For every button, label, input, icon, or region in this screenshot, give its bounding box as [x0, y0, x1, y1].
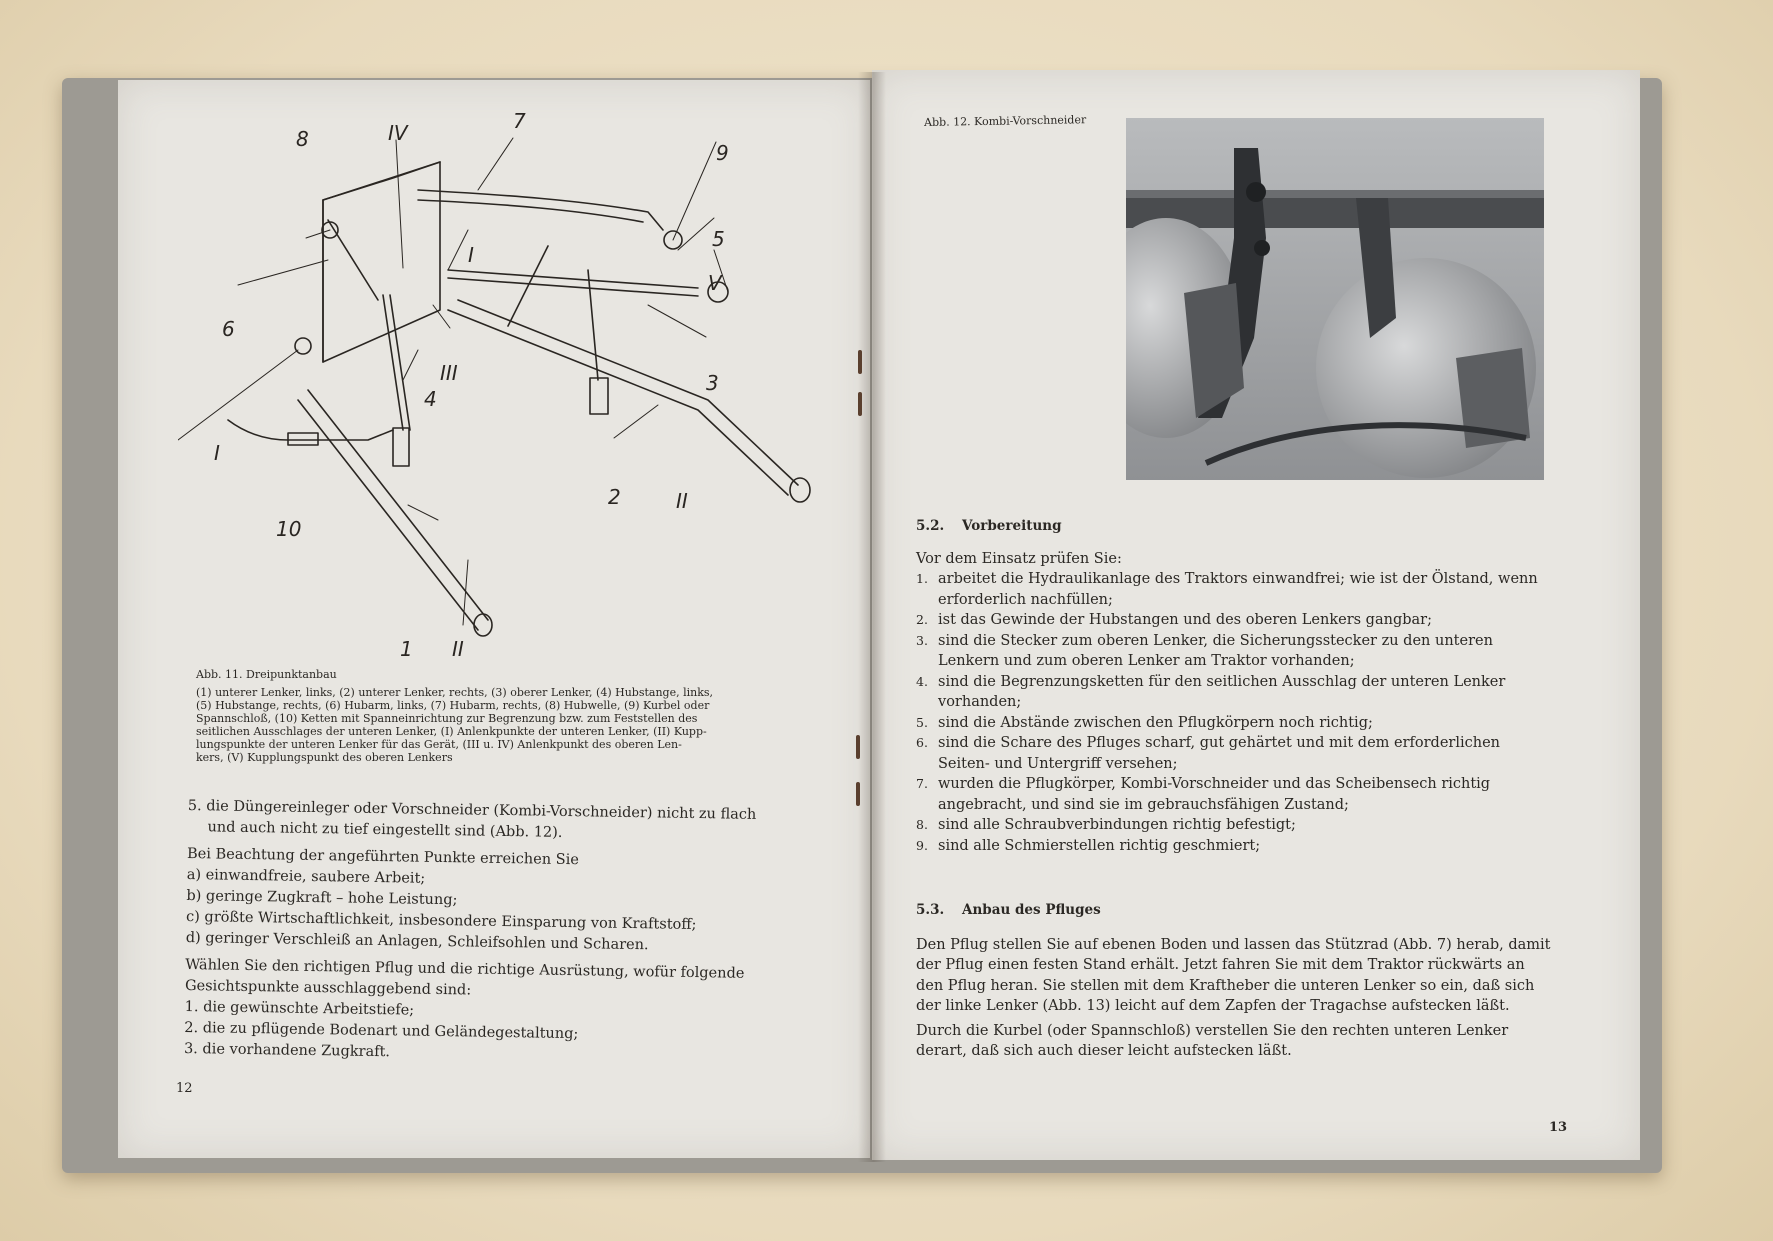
fig-label-IV: IV	[388, 121, 408, 145]
check-number: 9.	[916, 837, 928, 853]
results-intro: Bei Beachtung der angeführten Punkte erreichen Sie	[186, 845, 580, 869]
fig-label-3: 3	[706, 371, 719, 395]
check-item	[916, 815, 1556, 836]
legend-line: (5) Hubstange, rechts, (6) Hubarm, links, (7) Hubarm, rechts, (8) Hubwelle, (9) Kurbel oder	[196, 699, 710, 712]
result-item: d) geringer Verschleiß an Anlagen, Schleifsohlen und Scharen.	[185, 929, 649, 954]
criteria-item: 1. die gewünschte Arbeitstiefe;	[184, 998, 415, 1019]
check-item	[916, 733, 1556, 774]
check-item	[916, 836, 1556, 857]
check-text: ist das Gewinde der Hubstangen und des oberen Lenkers gangbar;	[938, 612, 1432, 628]
fig-label-6: 6	[222, 317, 235, 341]
section-title: Vorbereitung	[962, 518, 1062, 534]
lower-link-left	[308, 390, 488, 620]
check-number: 6.	[916, 735, 928, 750]
fig-label-5: 5	[712, 227, 725, 251]
check-number: 1.	[916, 571, 928, 586]
mounting-paragraph-2: Durch die Kurbel (oder Spannschloß) verstellen Sie den rechten unteren Lenker derart, daß sich auch dieser leicht aufstecken läßt.	[916, 1022, 1509, 1059]
fig-label-2: 2	[608, 485, 621, 509]
mounting-paragraph-1: Den Pflug stellen Sie auf ebenen Boden und lassen das Stützrad (Abb. 7) herab, damit der Pflug einen festen Stand erhält. Jetzt fahren Sie mit dem Traktor rückwärts an den Pflug heran. Sie stellen mit dem Kraftheber die unteren Lenker so ein, daß sich der linke Lenker (Abb. 13) leicht auf dem Zapfen der Tragachse aufstecken läßt.	[916, 936, 1551, 1014]
check-text: sind alle Schraubverbindungen richtig befestigt;	[938, 817, 1296, 833]
result-item: b) geringe Zugkraft – hohe Leistung;	[186, 887, 458, 909]
tractor-block-front	[323, 162, 440, 362]
fig-label-1: 1	[400, 637, 413, 661]
check-text: sind die Begrenzungsketten für den seitlichen Ausschlag der unteren Lenker vorhanden;	[938, 673, 1506, 710]
fig-label-I-left: I	[214, 441, 220, 465]
check-number: 7.	[916, 776, 928, 791]
choose-paragraph: Gesichtspunkte ausschlaggebend sind:	[184, 977, 472, 999]
fig-label-I-mid: I	[468, 243, 474, 267]
section-number: 5.3.	[916, 902, 945, 918]
binding-staple	[858, 392, 862, 416]
check-text: sind die Schare des Pfluges scharf, gut gehärtet und mit dem erforderlichen Seiten- und Untergriff versehen;	[938, 735, 1500, 772]
page-number-left: 12	[176, 1081, 193, 1096]
criteria-item: 2. die zu pflügende Bodenart und Geländegestaltung;	[184, 1019, 579, 1043]
fig-label-9: 9	[716, 141, 729, 165]
fig-label-10: 10	[276, 517, 302, 541]
section-5-2-heading	[916, 516, 1556, 537]
top-link	[448, 270, 698, 288]
fig-label-4: 4	[424, 387, 437, 411]
result-item: a) einwandfreie, saubere Arbeit;	[186, 866, 426, 887]
check-item	[916, 569, 1556, 610]
binding-staple	[856, 782, 860, 806]
binding-staple	[856, 735, 860, 759]
section-number: 5.2.	[916, 518, 945, 534]
check-text: sind die Stecker zum oberen Lenker, die Sicherungsstecker zu den unteren Lenkern und zum oberen Lenker am Traktor vorhanden;	[938, 632, 1493, 669]
binding-staple	[858, 350, 862, 374]
check-item	[916, 610, 1556, 631]
check-number: 3.	[916, 632, 928, 648]
right-page-body	[916, 516, 1556, 1062]
limit-chain	[228, 420, 393, 440]
check-number: 4.	[916, 673, 928, 689]
result-item: c) größte Wirtschaftlichkeit, insbesondere Einsparung von Kraftstoff;	[185, 908, 697, 934]
legend-line: Spannschloß, (10) Ketten mit Spanneinrichtung zur Begrenzung bzw. zum Feststellen des	[196, 712, 698, 725]
figure-12-title: Abb. 12. Kombi-Vorschneider	[924, 113, 1087, 129]
section-5-3-heading	[916, 900, 1556, 921]
left-page-body	[184, 796, 788, 1069]
check-text: wurden die Pflugkörper, Kombi-Vorschneider und das Scheibensech richtig angebracht, und sind sie im gebrauchsfähigen Zustand;	[938, 776, 1491, 813]
legend-line: lungspunkte der unteren Lenker für das Gerät, (III u. IV) Anlenkpunkt des oberen Len-	[196, 738, 682, 751]
section-title: Anbau des Pfluges	[962, 902, 1101, 918]
check-text: sind alle Schmierstellen richtig geschmiert;	[938, 837, 1261, 854]
item-5-line: und auch nicht zu tief eingestellt sind (Abb. 12).	[207, 819, 563, 841]
check-number: 5.	[916, 714, 928, 730]
choose-paragraph: Wählen Sie den richtigen Pflug und die richtige Ausrüstung, wofür folgende	[185, 956, 745, 982]
fig-label-II-bottom: II	[452, 637, 464, 661]
kombi-vorschneider-photo	[1126, 118, 1544, 480]
legend-line: seitlichen Ausschlages der unteren Lenker, (I) Anlenkpunkte der unteren Lenker, (II) Kupp-	[196, 725, 707, 738]
item-5-line: 5. die Düngereinleger oder Vorschneider (Kombi-Vorschneider) nicht zu flach	[187, 797, 757, 823]
legend-line: kers, (V) Kupplungspunkt des oberen Lenkers	[196, 751, 453, 764]
criteria-item: 3. die vorhandene Zugkraft.	[183, 1040, 391, 1061]
checks-intro: Vor dem Einsatz prüfen Sie:	[916, 550, 1122, 567]
fig-label-II-right: II	[676, 489, 688, 513]
fig-label-III: III	[440, 361, 458, 385]
check-text: sind die Abstände zwischen den Pflugkörpern noch richtig;	[938, 714, 1373, 731]
check-item	[916, 672, 1556, 713]
fig-label-V: V	[708, 271, 722, 295]
check-item	[916, 631, 1556, 672]
check-number: 8.	[916, 817, 928, 832]
right-lift-arm	[418, 190, 663, 230]
check-text: arbeitet die Hydraulikanlage des Traktors einwandfrei; wie ist der Ölstand, wenn erforderlich nachfüllen;	[938, 571, 1538, 608]
three-point-hitch-diagram	[178, 100, 858, 670]
page-number-right: 13	[1549, 1120, 1568, 1135]
fig-label-8: 8	[296, 127, 309, 151]
fig-label-7: 7	[513, 109, 526, 133]
lift-rod-right	[588, 270, 598, 380]
legend-line: (1) unterer Lenker, links, (2) unterer Lenker, rechts, (3) oberer Lenker, (4) Hubstange, links,	[196, 686, 713, 699]
check-number: 2.	[916, 612, 928, 627]
check-item	[916, 713, 1556, 734]
check-item	[916, 774, 1556, 815]
book-gutter	[858, 72, 886, 1162]
figure-11-legend	[196, 686, 796, 764]
figure-11-title: Abb. 11. Dreipunktanbau	[196, 668, 337, 681]
